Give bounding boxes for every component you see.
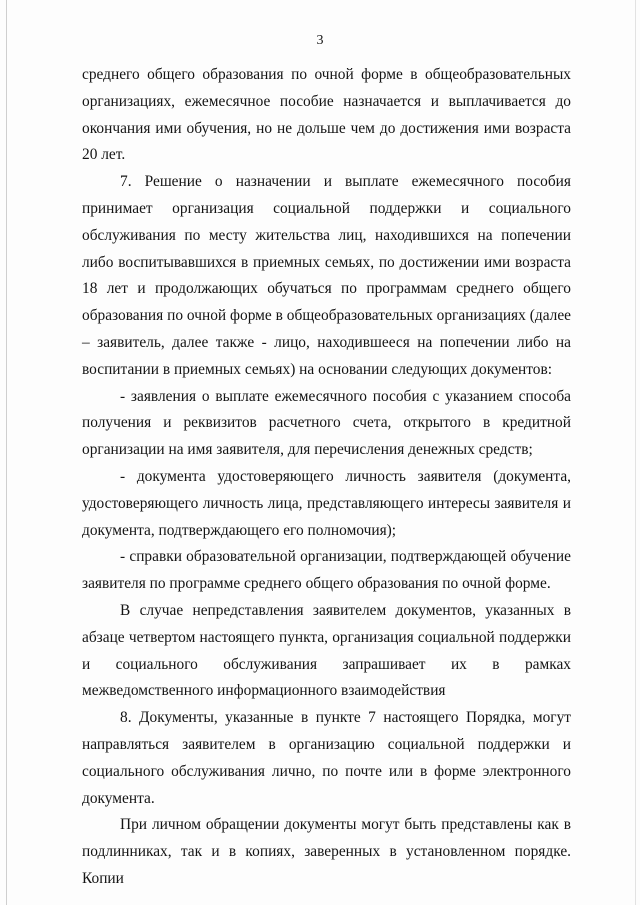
paragraph-interagency-request: В случае непредставления заявителем документов, указанных в абзаце четвертом настоящего пункта, организация социальной поддержки и социального обслуживания запрашивает их в рамках межведомственного информационного взаимодействия	[82, 601, 571, 700]
list-item-application: - заявления о выплате ежемесячного пособия с указанием способа получения и реквизитов расчетного счета, открытого в кредитной организации на имя заявителя, для перечисления денежных средств;	[82, 387, 571, 459]
page-number: 3	[316, 33, 324, 48]
list-item-identity-document: - документа удостоверяющего личность заявителя (документа, удостоверяющего личность лица, представляющего интересы заявителя и документа, подтверждающего его полномочия);	[82, 467, 571, 539]
paragraph-item-8: 8. Документы, указанные в пункте 7 настоящего Порядка, могут направляться заявителем в организацию социальной поддержки и социального обслуживания лично, по почте или в форме электронного документа.	[82, 709, 571, 807]
scan-edge-left	[6, 0, 7, 905]
paragraph-item-7: 7. Решение о назначении и выплате ежемесячного пособия принимает организация социальной поддержки и социального обслуживания по месту жительства лиц, находившихся на попечении либо воспитывавшихся в приемных семьях, по достижении ими возраста 18 лет и продолжающих обучаться по программам среднего общего образования по очной форме в общеобразовательных организациях (далее – заявитель, далее также - лицо, находившееся на попечении либо на воспитании в приемных семьях) на основании следующих документов:	[82, 173, 571, 378]
scan-edge-right	[635, 0, 636, 905]
list-item-school-certificate: - справки образовательной организации, подтверждающей обучение заявителя по программе среднего общего образования по очной форме.	[82, 548, 571, 593]
paragraph-personal-submission: При личном обращении документы могут быть представлены как в подлинниках, так и в копиях, заверенных в установленном порядке. Копии	[82, 816, 571, 887]
document-body	[82, 62, 571, 893]
paragraph-continuation: среднего общего образования по очной форме в общеобразовательных организациях, ежемесячное пособие назначается и выплачивается до окончания ими обучения, но не дольше чем до достижения ими возраста 20 лет.	[82, 66, 571, 164]
